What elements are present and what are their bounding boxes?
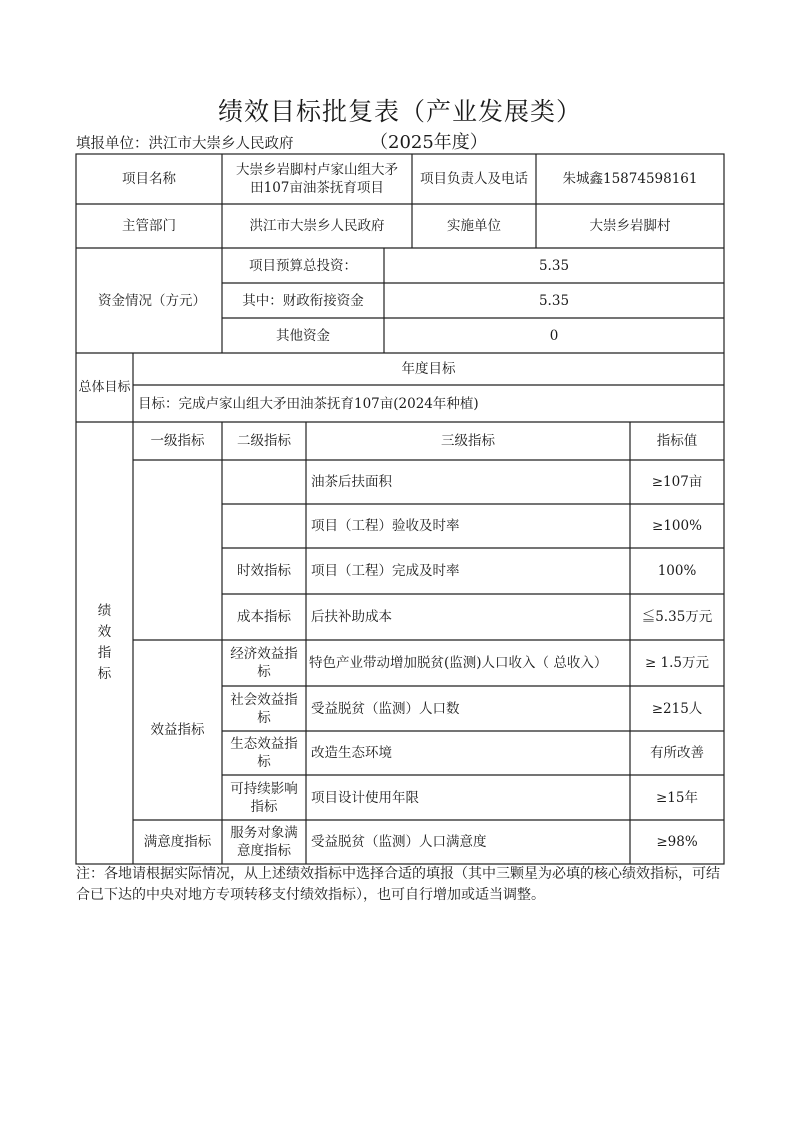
indicator-level3: 项目（工程）验收及时率	[311, 518, 460, 534]
funds-row-label: 项目预算总投资：	[249, 257, 357, 274]
indicator-value: ≥98%	[656, 834, 698, 850]
project-manager-value: 朱城鑫15874598161	[562, 171, 698, 187]
indicator-level3: 油茶后扶面积	[311, 474, 392, 490]
indicator-value: ≥15年	[656, 789, 698, 806]
indicator-level2: 可持续影响指标	[230, 780, 298, 815]
indicator-value: ≥215人	[651, 700, 703, 717]
indicator-level3: 受益脱贫（监测）人口满意度	[311, 834, 487, 850]
indicator-value: 100%	[657, 563, 697, 579]
indicators-label: 绩效指标	[97, 603, 112, 682]
satisfaction-indicator-label: 满意度指标	[143, 834, 212, 850]
indicator-value: ≥107亩	[651, 474, 703, 490]
funds-row-label: 其中：财政衔接资金	[242, 292, 364, 309]
funds-row-value: 5.35	[538, 292, 570, 309]
indicator-level3: 后扶补助成本	[311, 609, 392, 625]
indicator-level2: 生态效益指标	[230, 736, 298, 770]
indicator-value: 有所改善	[650, 745, 704, 761]
header-level2: 二级指标	[237, 433, 291, 449]
indicator-level2: 成本指标	[237, 609, 291, 625]
indicators-label-cell	[76, 422, 133, 864]
indicator-value: ≥100%	[652, 518, 702, 534]
impl-unit-label: 实施单位	[447, 218, 501, 234]
goal-text: 目标：完成卢家山组大矛田油茶抚育107亩(2024年种植)	[138, 395, 479, 412]
goal-header: 年度目标	[401, 361, 456, 377]
benefit-indicator-label: 效益指标	[150, 722, 205, 738]
funds-row-value: 0	[549, 327, 559, 344]
indicator-level2	[222, 460, 306, 504]
indicator-level3: 改造生态环境	[311, 745, 392, 761]
goal-label: 总体目标	[78, 379, 131, 395]
dept-label: 主管部门	[122, 218, 176, 234]
indicator-level2: 经济效益指标	[230, 646, 298, 680]
indicator-level3: 特色产业带动增加脱贫(监测)人口收入（ 总收入）	[309, 655, 608, 671]
indicator-level3: 项目设计使用年限	[311, 789, 419, 806]
funds-label: 资金情况（方元）	[98, 292, 206, 309]
project-manager-label: 项目负责人及电话	[420, 171, 528, 187]
indicator-level3: 受益脱贫（监测）人口数	[311, 700, 460, 717]
dept-value: 洪江市大崇乡人民政府	[249, 218, 385, 234]
indicator-level2	[222, 504, 306, 548]
indicator-level2: 社会效益指标	[230, 691, 298, 726]
funds-row-label: 其他资金	[276, 327, 330, 344]
page-title: 绩效目标批复表（产业发展类）	[217, 97, 582, 126]
header-level3: 三级指标	[441, 433, 495, 449]
funds-row-value: 5.35	[538, 257, 570, 274]
indicator-level2: 服务对象满意度指标	[230, 825, 298, 859]
indicator-value: ≦5.35万元	[641, 609, 713, 625]
report-year: （2025年度）	[370, 132, 488, 153]
project-name-label: 项目名称	[122, 171, 176, 187]
footnote: 注：各地请根据实际情况，从上述绩效指标中选择合适的填报（其中三颗星为必填的核心绩效指标，可结合已下达的中央对地方专项转移支付绩效指标），也可自行增加或适当调整。	[76, 866, 720, 903]
indicator-level3: 项目（工程）完成及时率	[311, 563, 460, 579]
indicator-level2: 时效指标	[237, 563, 291, 579]
header-level1: 一级指标	[150, 433, 205, 449]
header-value: 指标值	[656, 433, 698, 449]
indicator-value: ≥ 1.5万元	[644, 655, 710, 671]
project-name-value: 大崇乡岩脚村卢家山组大矛田107亩油茶抚育项目	[236, 162, 398, 196]
reporting-unit: 填报单位：洪江市大崇乡人民政府	[76, 136, 294, 152]
impl-unit-value: 大崇乡岩脚村	[589, 218, 671, 234]
